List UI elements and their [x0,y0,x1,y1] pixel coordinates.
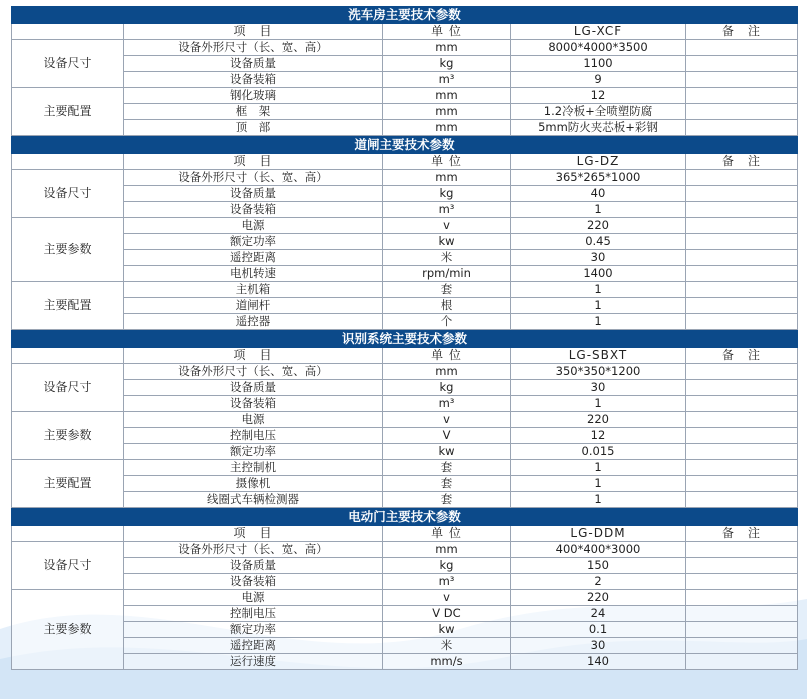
table-title: 电动门主要技术参数 [12,509,798,526]
table-row [12,492,798,508]
group-label: 设备尺寸 [12,170,124,218]
row-unit: kg [383,186,511,202]
row-item: 设备质量 [124,56,383,72]
header-model: LG-DZ [511,154,686,170]
row-unit: mm [383,542,511,558]
header-unit: 单 位 [383,154,511,170]
row-note [686,654,798,670]
header-item: 项 目 [124,526,383,542]
row-unit: 米 [383,638,511,654]
row-note [686,622,798,638]
row-unit: V DC [383,606,511,622]
row-value: 30 [511,638,686,654]
row-note [686,558,798,574]
row-note [686,396,798,412]
header-item: 项 目 [124,154,383,170]
row-note [686,282,798,298]
spec-table [11,508,798,670]
group-label: 主要配置 [12,460,124,508]
header-blank [12,348,124,364]
row-item: 钢化玻璃 [124,88,383,104]
row-unit: v [383,412,511,428]
spec-table [11,136,798,330]
row-item: 额定功率 [124,234,383,250]
row-item: 设备质量 [124,558,383,574]
row-value: 0.45 [511,234,686,250]
table-row [12,606,798,622]
row-value: 1400 [511,266,686,282]
row-unit: 套 [383,476,511,492]
table-row [12,654,798,670]
row-unit: 个 [383,314,511,330]
row-note [686,364,798,380]
row-value: 5mm防火夹芯板+彩钢 [511,120,686,136]
row-unit: rpm/min [383,266,511,282]
row-item: 设备外形尺寸（长、宽、高） [124,364,383,380]
row-value: 24 [511,606,686,622]
group-label: 设备尺寸 [12,364,124,412]
row-item: 顶 部 [124,120,383,136]
table-row [12,638,798,654]
row-item: 设备装箱 [124,574,383,590]
row-item: 设备装箱 [124,202,383,218]
row-value: 1.2冷板+全喷塑防腐 [511,104,686,120]
spec-tables [11,6,797,670]
row-note [686,314,798,330]
table-row [12,72,798,88]
row-value: 9 [511,72,686,88]
row-item: 额定功率 [124,622,383,638]
row-value: 12 [511,88,686,104]
row-value: 1 [511,202,686,218]
row-unit: 套 [383,492,511,508]
table-row [12,56,798,72]
header-note: 备 注 [686,24,798,40]
table-row [12,298,798,314]
row-value: 1 [511,396,686,412]
row-unit: m³ [383,72,511,88]
row-note [686,590,798,606]
row-item: 遥控距离 [124,638,383,654]
table-row [12,88,798,104]
table-title-row [12,509,798,526]
row-item: 设备外形尺寸（长、宽、高） [124,40,383,56]
header-unit: 单 位 [383,24,511,40]
row-value: 1 [511,460,686,476]
row-note [686,542,798,558]
table-row [12,460,798,476]
table-row [12,542,798,558]
table-title: 识别系统主要技术参数 [12,331,798,348]
row-value: 12 [511,428,686,444]
header-blank [12,24,124,40]
header-item: 项 目 [124,348,383,364]
row-unit: kw [383,444,511,460]
row-unit: V [383,428,511,444]
row-note [686,606,798,622]
row-value: 1 [511,476,686,492]
row-note [686,234,798,250]
table-row [12,250,798,266]
table-row [12,558,798,574]
row-unit: mm [383,170,511,186]
row-item: 控制电压 [124,428,383,444]
table-row [12,234,798,250]
group-label: 主要参数 [12,590,124,670]
table-title-row [12,137,798,154]
row-note [686,412,798,428]
table-header-row [12,24,798,40]
row-unit: 米 [383,250,511,266]
row-unit: m³ [383,574,511,590]
row-item: 电机转速 [124,266,383,282]
header-note: 备 注 [686,348,798,364]
table-row [12,428,798,444]
row-item: 电源 [124,590,383,606]
table-row [12,622,798,638]
row-value: 30 [511,250,686,266]
row-value: 220 [511,590,686,606]
table-row [12,444,798,460]
row-value: 0.015 [511,444,686,460]
table-title: 洗车房主要技术参数 [12,7,798,24]
header-unit: 单 位 [383,348,511,364]
row-item: 主机箱 [124,282,383,298]
row-note [686,298,798,314]
table-row [12,282,798,298]
row-item: 电源 [124,218,383,234]
table-row [12,574,798,590]
table-header-row [12,526,798,542]
row-value: 220 [511,412,686,428]
group-label: 设备尺寸 [12,40,124,88]
row-note [686,460,798,476]
row-note [686,202,798,218]
table-row [12,590,798,606]
row-item: 设备质量 [124,186,383,202]
row-value: 2 [511,574,686,590]
table-row [12,364,798,380]
row-item: 道闸杆 [124,298,383,314]
row-value: 350*350*1200 [511,364,686,380]
row-unit: mm [383,104,511,120]
row-note [686,56,798,72]
header-note: 备 注 [686,526,798,542]
row-item: 摄像机 [124,476,383,492]
row-item: 运行速度 [124,654,383,670]
row-unit: mm [383,120,511,136]
row-note [686,170,798,186]
row-value: 40 [511,186,686,202]
row-unit: m³ [383,202,511,218]
group-label: 设备尺寸 [12,542,124,590]
row-value: 1 [511,492,686,508]
row-value: 1100 [511,56,686,72]
row-note [686,250,798,266]
group-label: 主要参数 [12,218,124,282]
row-unit: 套 [383,460,511,476]
table-header-row [12,154,798,170]
row-note [686,428,798,444]
row-item: 主控制机 [124,460,383,476]
table-row [12,380,798,396]
table-row [12,202,798,218]
table-row [12,40,798,56]
row-value: 1 [511,282,686,298]
group-label: 主要参数 [12,412,124,460]
row-note [686,266,798,282]
spec-table [11,6,798,136]
row-note [686,218,798,234]
table-title: 道闸主要技术参数 [12,137,798,154]
row-unit: kg [383,558,511,574]
row-value: 400*400*3000 [511,542,686,558]
row-value: 220 [511,218,686,234]
row-unit: 根 [383,298,511,314]
row-value: 8000*4000*3500 [511,40,686,56]
row-value: 0.1 [511,622,686,638]
table-row [12,104,798,120]
header-blank [12,526,124,542]
row-item: 电源 [124,412,383,428]
row-item: 设备外形尺寸（长、宽、高） [124,542,383,558]
row-note [686,88,798,104]
header-blank [12,154,124,170]
row-item: 设备装箱 [124,72,383,88]
group-label: 主要配置 [12,88,124,136]
table-row [12,412,798,428]
row-value: 150 [511,558,686,574]
row-unit: mm [383,40,511,56]
group-label: 主要配置 [12,282,124,330]
row-item: 线圈式车辆检测器 [124,492,383,508]
row-unit: m³ [383,396,511,412]
row-unit: 套 [383,282,511,298]
row-note [686,444,798,460]
row-unit: mm [383,88,511,104]
row-note [686,120,798,136]
row-item: 控制电压 [124,606,383,622]
row-note [686,476,798,492]
row-item: 遥控器 [124,314,383,330]
header-model: LG-XCF [511,24,686,40]
table-row [12,120,798,136]
row-note [686,72,798,88]
row-unit: mm/s [383,654,511,670]
row-unit: v [383,218,511,234]
row-note [686,186,798,202]
table-title-row [12,331,798,348]
row-note [686,40,798,56]
table-row [12,266,798,282]
table-row [12,396,798,412]
spec-table [11,330,798,508]
row-unit: kg [383,56,511,72]
header-model: LG-SBXT [511,348,686,364]
table-row [12,314,798,330]
row-note [686,492,798,508]
header-item: 项 目 [124,24,383,40]
table-row [12,476,798,492]
row-unit: mm [383,364,511,380]
row-unit: kw [383,622,511,638]
row-item: 额定功率 [124,444,383,460]
row-unit: kg [383,380,511,396]
row-value: 1 [511,298,686,314]
table-title-row [12,7,798,24]
row-value: 1 [511,314,686,330]
row-item: 设备外形尺寸（长、宽、高） [124,170,383,186]
row-unit: v [383,590,511,606]
table-row [12,186,798,202]
header-unit: 单 位 [383,526,511,542]
row-value: 365*265*1000 [511,170,686,186]
row-value: 140 [511,654,686,670]
header-note: 备 注 [686,154,798,170]
header-model: LG-DDM [511,526,686,542]
table-row [12,218,798,234]
row-item: 设备质量 [124,380,383,396]
row-item: 遥控距离 [124,250,383,266]
row-unit: kw [383,234,511,250]
row-item: 设备装箱 [124,396,383,412]
row-note [686,638,798,654]
row-note [686,380,798,396]
row-item: 框 架 [124,104,383,120]
table-row [12,170,798,186]
table-header-row [12,348,798,364]
row-note [686,104,798,120]
row-value: 30 [511,380,686,396]
row-note [686,574,798,590]
